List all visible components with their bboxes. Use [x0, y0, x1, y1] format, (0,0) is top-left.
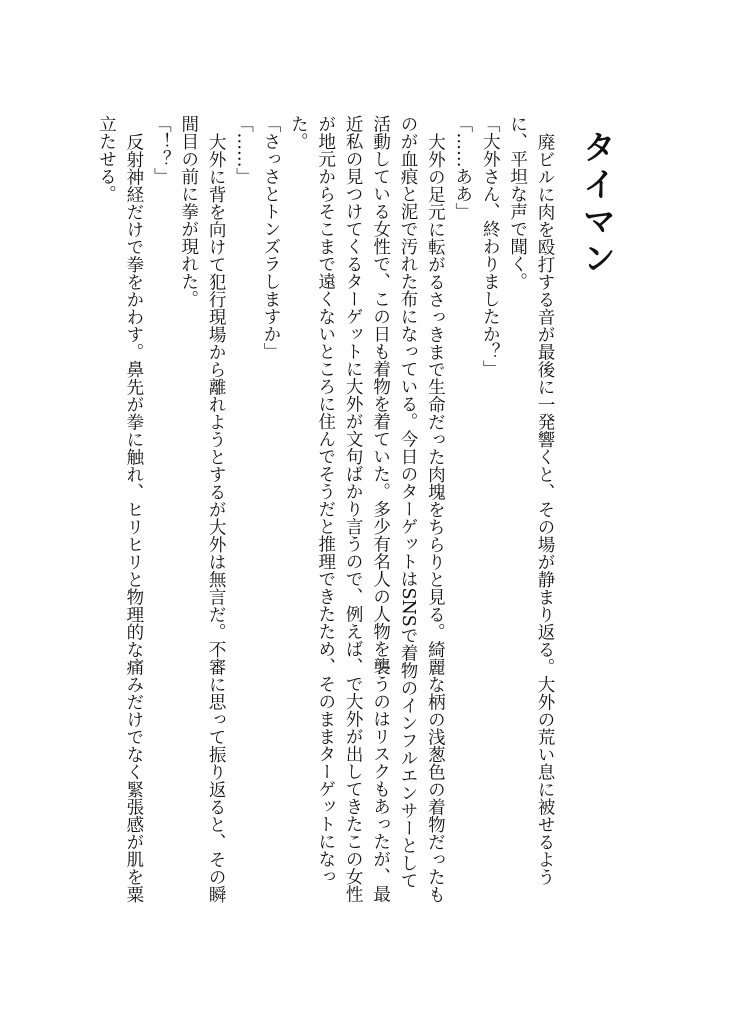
dialogue-line: 「！？」 — [151, 115, 172, 185]
paragraph: 大外の足元に転がるさっきまで生命だった肉塊をちらりと見る。綺麗な柄の浅葱色の着物だったものが血痕と泥で汚れた布になっている。今日のターゲットはSNSで着物のインフルエンサーとして活動している女性で、この日も着物を着ていた。多少有名人の人物を襲うのはリスクもあったが、最近私の見つけてくるターゲットに大外が文句ばかり言うので、例えば、で大外が出してきたこの女性が地元からそこまで遠くないところに住んでそうだと推理できたため、そのままターゲットになった。 — [288, 115, 446, 903]
chapter-title: タイマン — [577, 130, 617, 278]
story-body — [96, 115, 558, 905]
paragraph: 廃ビルに肉を殴打する音が最後に一発響くと、その場が静まり返る。大外の荒い息に被せるように、平坦な声で聞く。 — [507, 115, 555, 885]
paragraph: 大外に背を向けて犯行現場から離れようとするが大外は無言だ。不審に思って振り返ると、その瞬間目の前に拳が現れた。 — [178, 115, 227, 903]
paragraph: 反射神経だけで拳をかわす。鼻先が拳に触れ、ヒリヒリと物理的な痛みだけでなく緊張感が肌を粟立たせる。 — [96, 115, 144, 903]
dialogue-line: 「大外さん、終わりましたか？」 — [480, 115, 501, 378]
dialogue-line: 「……ああ」 — [452, 115, 473, 220]
dialogue-line: 「……」 — [233, 115, 254, 185]
dialogue-line: 「さっさとトンズラしますか」 — [260, 115, 281, 360]
